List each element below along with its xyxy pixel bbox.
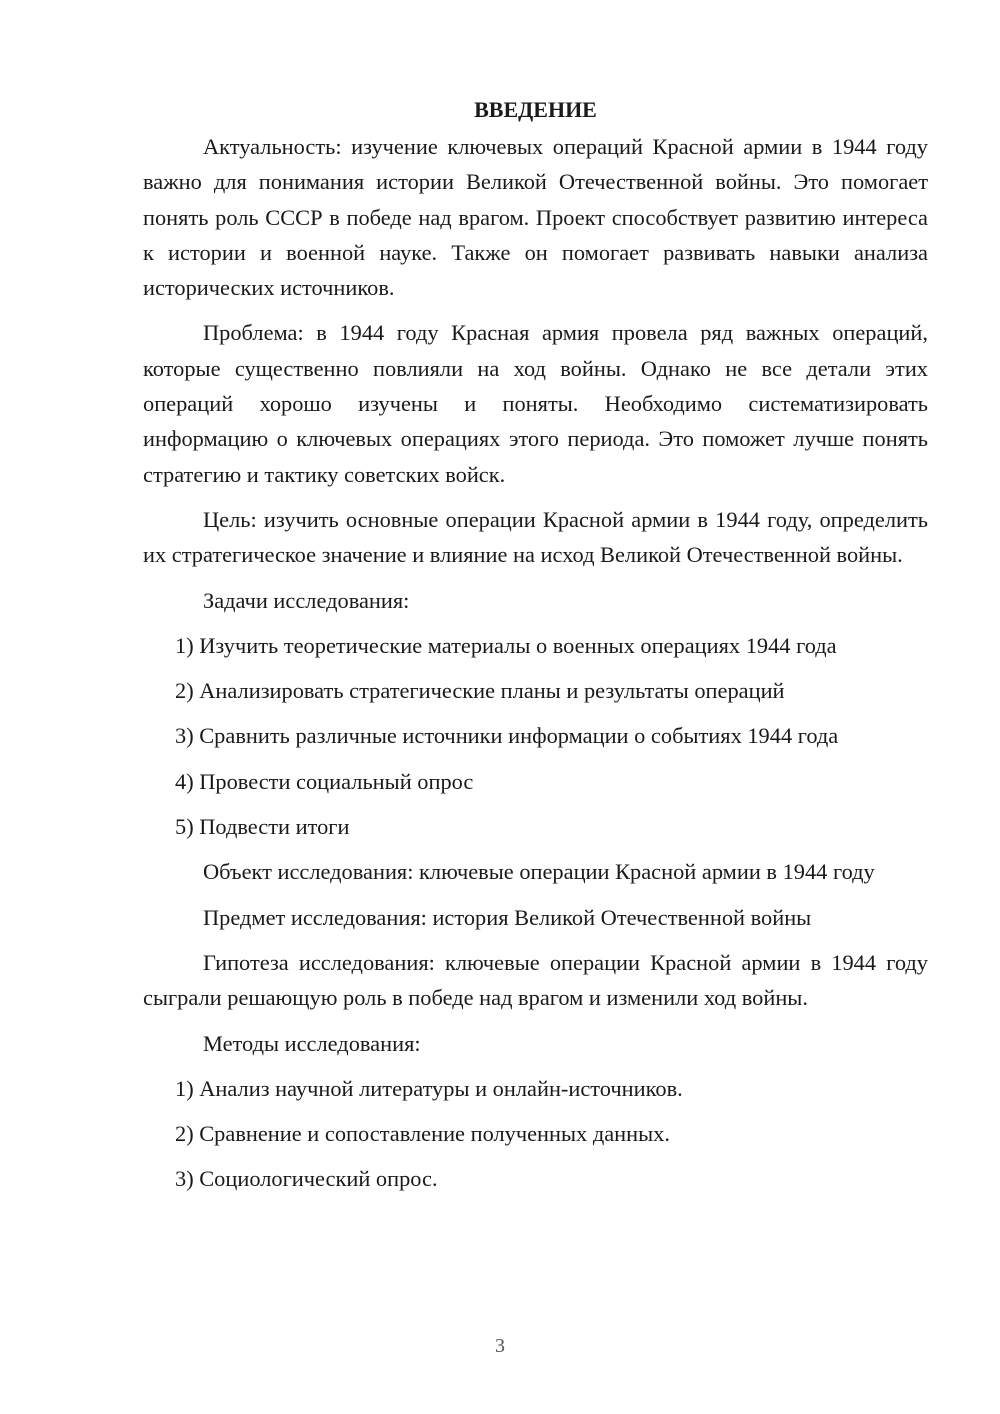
subject-paragraph: Предмет исследования: история Великой Отечественной войны bbox=[203, 904, 812, 930]
task-item: 3) Сравнить различные источники информации о событиях 1944 года bbox=[175, 723, 839, 749]
hypothesis-paragraph: Гипотеза исследования: ключевые операции Красной армии в 1944 году сыграли решающую роль в победе над врагом и изменили ход войны. bbox=[143, 949, 928, 1011]
section-title: ВВЕДЕНИЕ bbox=[474, 97, 597, 122]
goal-paragraph: Цель: изучить основные операции Красной армии в 1944 году, определить их стратегическое значение и влияние на исход Великой Отечественной войны. bbox=[143, 506, 928, 568]
task-item: 1) Изучить теоретические материалы о военных операциях 1944 года bbox=[175, 632, 837, 658]
method-item: 3) Социологический опрос. bbox=[175, 1166, 438, 1192]
task-item: 2) Анализировать стратегические планы и результаты операций bbox=[175, 678, 785, 704]
relevance-paragraph: Актуальность: изучение ключевых операций Красной армии в 1944 году важно для понимания истории Великой Отечественной войны. Это помогает понять роль СССР в победе над врагом. Проект способствует развитию интереса к истории и военной науке. Также он помогает развивать навыки анализа исторических источников. bbox=[143, 134, 928, 301]
methods-list bbox=[143, 1071, 928, 1197]
methods-heading: Методы исследования: bbox=[203, 1030, 421, 1056]
object-paragraph: Объект исследования: ключевые операции Красной армии в 1944 году bbox=[203, 859, 875, 885]
task-item: 5) Подвести итоги bbox=[175, 814, 350, 840]
page-number: 3 bbox=[495, 1335, 505, 1357]
problem-paragraph: Проблема: в 1944 году Красная армия провела ряд важных операций, которые существенно повлияли на ход войны. Однако не все детали этих операций хорошо изучены и поняты. Необходимо систематизировать информацию о ключевых операциях этого периода. Это поможет лучше понять стратегию и тактику советских войск. bbox=[143, 320, 928, 487]
tasks-list bbox=[143, 628, 928, 844]
document-page bbox=[143, 92, 928, 1207]
tasks-heading: Задачи исследования: bbox=[203, 587, 410, 613]
task-item: 4) Провести социальный опрос bbox=[175, 768, 474, 794]
method-item: 2) Сравнение и сопоставление полученных данных. bbox=[175, 1121, 670, 1147]
method-item: 1) Анализ научной литературы и онлайн-источников. bbox=[175, 1075, 683, 1101]
